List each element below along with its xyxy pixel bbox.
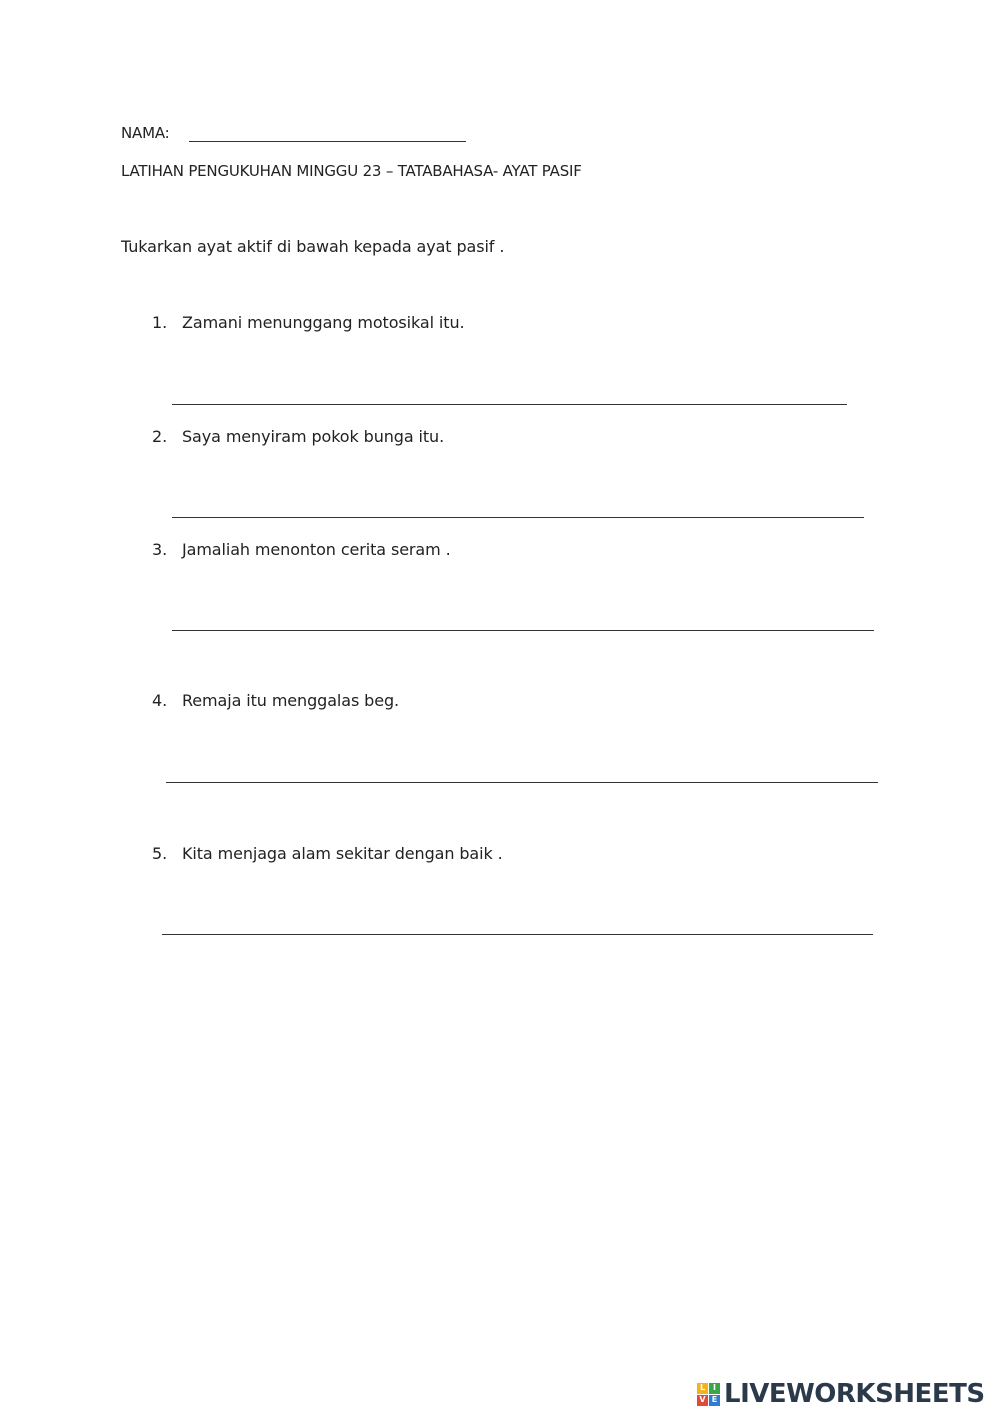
- answer-field-3[interactable]: [172, 630, 874, 631]
- worksheet-title: LATIHAN PENGUKUHAN MINGGU 23 – TATABAHASA- AYAT PASIF: [121, 162, 582, 180]
- question-3-text: Jamaliah menonton cerita seram .: [182, 540, 451, 559]
- question-3-number: 3.: [152, 540, 168, 559]
- liveworksheets-icon: [697, 1383, 720, 1406]
- answer-field-5[interactable]: [162, 934, 873, 935]
- name-field[interactable]: [189, 141, 466, 142]
- logo-letter-i: I: [709, 1383, 720, 1394]
- logo-wordmark: LIVEWORKSHEETS: [724, 1379, 985, 1409]
- instruction-text: Tukarkan ayat aktif di bawah kepada ayat pasif .: [121, 237, 505, 256]
- question-1-text: Zamani menunggang motosikal itu.: [182, 313, 465, 332]
- question-1-number: 1.: [152, 313, 168, 332]
- question-2-number: 2.: [152, 427, 168, 446]
- logo-letter-v: V: [697, 1395, 708, 1406]
- answer-field-2[interactable]: [172, 517, 864, 518]
- liveworksheets-logo: [697, 1378, 985, 1410]
- name-label: NAMA:: [121, 124, 170, 142]
- answer-field-1[interactable]: [172, 404, 847, 405]
- question-5-text: Kita menjaga alam sekitar dengan baik .: [182, 844, 503, 863]
- question-4-number: 4.: [152, 691, 168, 710]
- question-2-text: Saya menyiram pokok bunga itu.: [182, 427, 445, 446]
- question-5-number: 5.: [152, 844, 168, 863]
- answer-field-4[interactable]: [166, 782, 878, 783]
- logo-letter-e: E: [709, 1395, 720, 1406]
- question-4-text: Remaja itu menggalas beg.: [182, 691, 400, 710]
- logo-letter-l: L: [697, 1383, 708, 1394]
